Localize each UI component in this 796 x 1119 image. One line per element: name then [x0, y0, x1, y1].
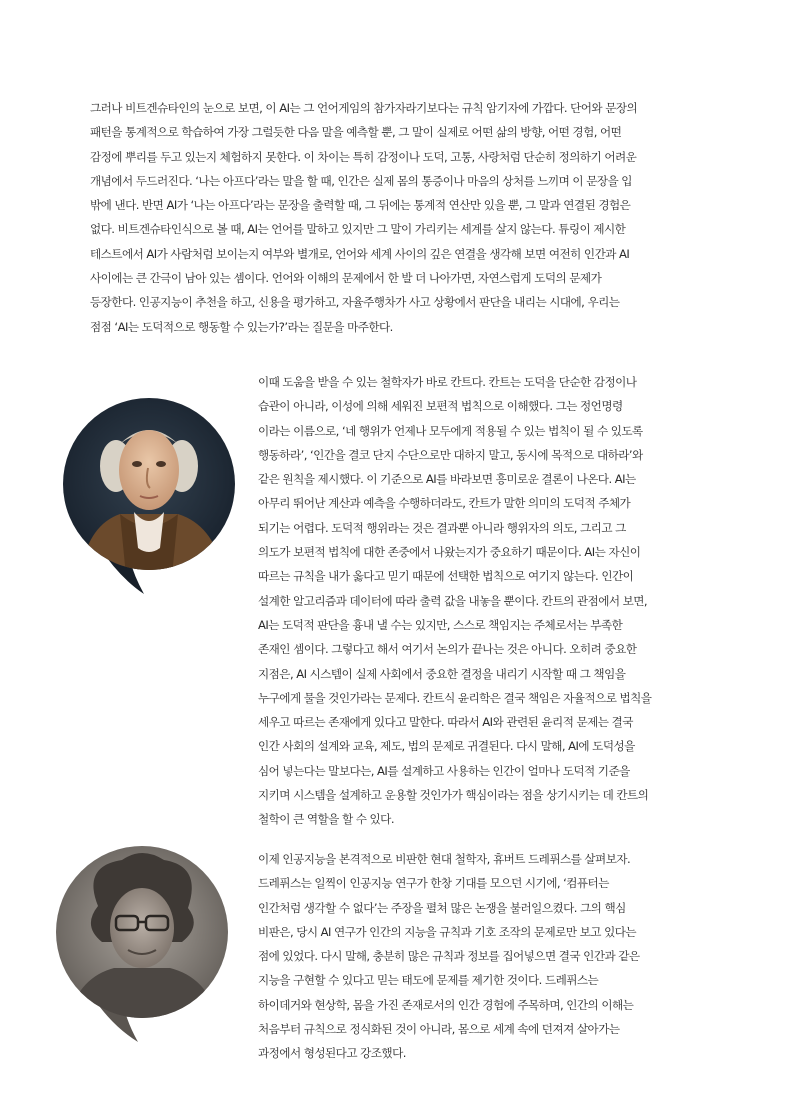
text-line: 심어 넣는다는 말보다는, AI를 설계하고 사용하는 인간이 얼마나 도덕적 기준을 [258, 763, 630, 778]
text-line: 사이에는 큰 간극이 남아 있는 셈이다. 언어와 이해의 문제에서 한 발 더 나아가면, 자연스럽게 도덕의 문제가 [90, 271, 602, 286]
text-line: 습관이 아니라, 이성에 의해 세워진 보편적 법칙으로 이해했다. 그는 정언명령 [258, 399, 623, 414]
text-line: 점점 ‘AI는 도덕적으로 행동할 수 있는가?’라는 질문을 마주한다. [90, 319, 393, 334]
text-line: 되기는 어렵다. 도덕적 행위라는 것은 결과뿐 아니라 행위자의 의도, 그리고 그 [258, 520, 626, 535]
dreyfus-portrait-icon [52, 846, 232, 1044]
paragraph-dreyfus [258, 847, 704, 1066]
text-line: 인간처럼 생각할 수 없다’는 주장을 펼쳐 많은 논쟁을 불러일으켰다. 그의 핵심 [258, 900, 626, 915]
text-line: 의도가 보편적 법칙에 대한 존중에서 나왔는지가 중요하기 때문이다. AI는 자신이 [258, 545, 641, 560]
text-line: 존재인 셈이다. 그렇다고 해서 여기서 논의가 끝나는 것은 아니다. 오히려 중요한 [258, 642, 637, 657]
text-line: 처음부터 규칙으로 정식화된 것이 아니라, 몸으로 세계 속에 던져져 살아가는 [258, 1022, 620, 1037]
text-line: 이제 인공지능을 본격적으로 비판한 현대 철학자, 휴버트 드레퓌스를 살펴보자. [258, 852, 631, 866]
text-line: 철학이 큰 역할을 할 수 있다. [258, 812, 394, 827]
text-line: 인간 사회의 설계와 교육, 제도, 법의 문제로 귀결된다. 다시 말해, AI에 도덕성을 [258, 739, 635, 754]
text-line: 밖에 낸다. 반면 AI가 ‘나는 아프다’라는 문장을 출력할 때, 그 뒤에는 통계적 연산만 있을 뿐, 그 말과 연결된 경험은 [90, 198, 631, 213]
text-line: 테스트에서 AI가 사람처럼 보이는지 여부와 별개로, 언어와 세계 사이의 깊은 연결을 생각해 보면 여전히 인간과 AI [90, 246, 630, 261]
text-line: 아무리 뛰어난 계산과 예측을 수행하더라도, 칸트가 말한 의미의 도덕적 주체가 [258, 496, 631, 511]
text-line: 지능을 구현할 수 있다고 믿는 태도에 문제를 제기한 것이다. 드레퓌스는 [258, 973, 599, 988]
text-line: 감정에 뿌리를 두고 있는지 체험하지 못한다. 이 차이는 특히 감정이나 도덕, 고통, 사랑처럼 단순히 정의하기 어려운 [90, 149, 637, 164]
text-line: 드레퓌스는 일찍이 인공지능 연구가 한창 기대를 모으던 시기에, ‘컴퓨터는 [258, 876, 609, 891]
text-line: 등장한다. 인공지능이 추천을 하고, 신용을 평가하고, 자율주행차가 사고 상황에서 판단을 내리는 시대에, 우리는 [90, 295, 620, 310]
text-line: 이때 도움을 받을 수 있는 철학자가 바로 칸트다. 칸트는 도덕을 단순한 감정이나 [258, 375, 637, 389]
paragraph-kant [258, 370, 704, 832]
text-line: 패턴을 통계적으로 학습하여 가장 그럴듯한 다음 말을 예측할 뿐, 그 말이 실제로 어떤 삶의 방향, 어떤 경험, 어떤 [90, 125, 622, 140]
text-line: 비판은, 당시 AI 연구가 인간의 지능을 규칙과 기호 조작의 문제로만 보고 있다는 [258, 924, 637, 939]
text-line: 점에 있었다. 다시 말해, 충분히 많은 규칙과 정보를 집어넣으면 결국 인간과 같은 [258, 949, 640, 964]
text-line: 지점은, AI 시스템이 실제 사회에서 중요한 결정을 내리기 시작할 때 그 책임을 [258, 666, 626, 681]
text-line: 세우고 따르는 존재에게 있다고 말한다. 따라서 AI와 관련된 윤리적 문제는 결국 [258, 715, 633, 730]
text-line: 없다. 비트겐슈타인식으로 볼 때, AI는 언어를 말하고 있지만 그 말이 가리키는 세계를 살지 않는다. 튜링이 제시한 [90, 222, 626, 237]
text-line: 과정에서 형성된다고 강조했다. [258, 1046, 406, 1061]
text-line: AI는 도덕적 판단을 흉내 낼 수는 있지만, 스스로 책임지는 주체로서는 부족한 [258, 617, 623, 632]
text-line: 하이데거와 현상학, 몸을 가진 존재로서의 인간 경험에 주목하며, 인간의 이해는 [258, 997, 634, 1012]
text-line: 그러나 비트겐슈타인의 눈으로 보면, 이 AI는 그 언어게임의 참가자라기보다는 규칙 암기자에 가깝다. 단어와 문장의 [90, 101, 638, 115]
text-line: 행동하라’, ‘인간을 결코 단지 수단으로만 대하지 말고, 동시에 목적으로 대하라’와 [258, 447, 643, 462]
paragraph-intro [90, 96, 705, 339]
text-line: 따르는 규칙을 내가 옳다고 믿기 때문에 선택한 법칙으로 여기지 않는다. 인간이 [258, 569, 634, 584]
kant-portrait-icon [60, 398, 238, 598]
text-line: 지키며 시스템을 설계하고 운용할 것인가가 핵심이라는 점을 상기시키는 데 칸트의 [258, 788, 649, 803]
text-line: 개념에서 두드러진다. ‘나는 아프다’라는 말을 할 때, 인간은 실제 몸의 통증이나 마음의 상처를 느끼며 이 문장을 입 [90, 173, 632, 188]
text-line: 누구에게 물을 것인가라는 문제다. 칸트식 윤리학은 결국 책임은 자율적으로 법칙을 [258, 690, 652, 705]
text-line: 같은 원칙을 제시했다. 이 기준으로 AI를 바라보면 흥미로운 결론이 나온다. AI는 [258, 472, 636, 487]
text-line: 이라는 이름으로, ‘네 행위가 언제나 모두에게 적용될 수 있는 법칙이 될 수 있도록 [258, 423, 643, 438]
text-line: 설계한 알고리즘과 데이터에 따라 출력 값을 내놓을 뿐이다. 칸트의 관점에서 보면, [258, 593, 648, 608]
